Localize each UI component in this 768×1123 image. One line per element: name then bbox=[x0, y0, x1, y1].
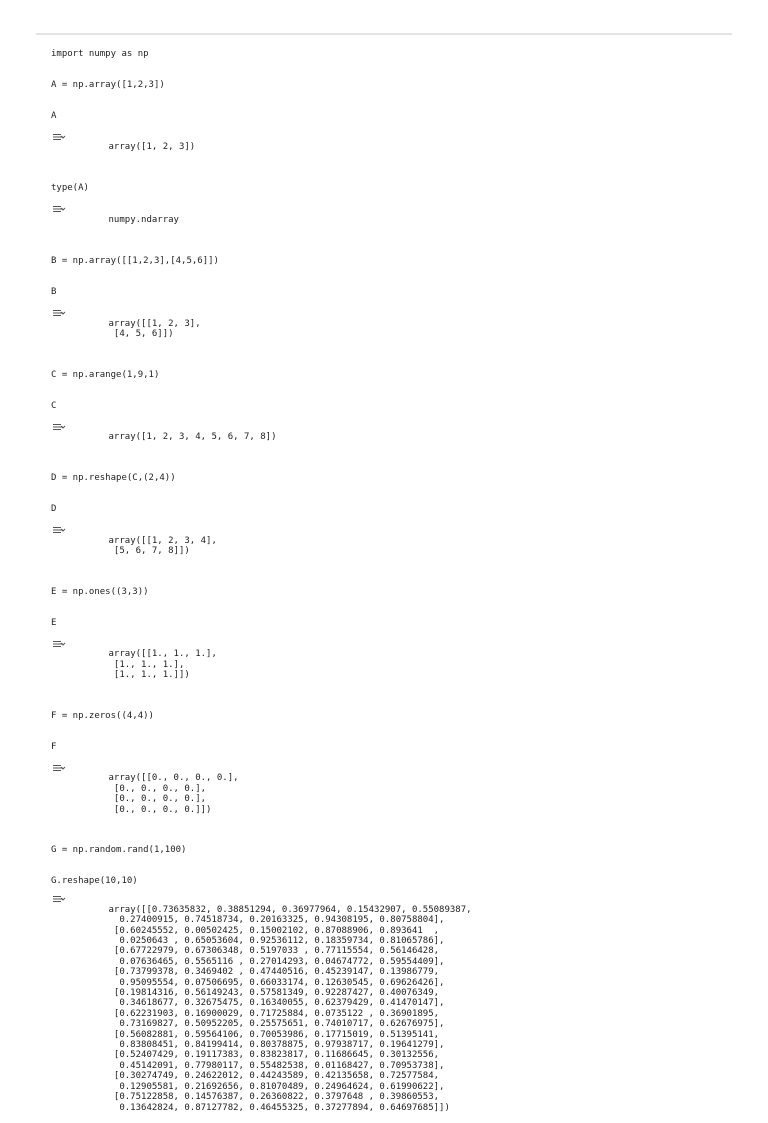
cell-output bbox=[76, 763, 768, 825]
output-collapse-icon[interactable] bbox=[52, 422, 66, 432]
code-cell bbox=[0, 183, 768, 235]
cell-output bbox=[76, 894, 768, 1123]
code-input[interactable]: F = np.zeros((4,4)) bbox=[51, 710, 154, 721]
code-input[interactable]: D bbox=[51, 504, 57, 515]
output-text: array([1, 2, 3, 4, 5, 6, 7, 8]) bbox=[108, 432, 277, 443]
output-collapse-icon[interactable] bbox=[52, 639, 66, 649]
output-text: array([[1, 2, 3, 4], [5, 6, 7, 8]]) bbox=[108, 535, 217, 557]
code-input[interactable]: F bbox=[51, 741, 57, 752]
output-collapse-icon[interactable] bbox=[52, 894, 66, 904]
code-input[interactable]: G.reshape(10,10) bbox=[51, 876, 138, 887]
output-text: array([[1, 2, 3], [4, 5, 6]]) bbox=[108, 318, 201, 340]
code-cell bbox=[0, 287, 768, 350]
code-cell bbox=[0, 473, 768, 484]
output-text: array([[1., 1., 1.], [1., 1., 1.], [1., 1., 1.]]) bbox=[108, 649, 217, 681]
cell-output bbox=[76, 525, 768, 567]
notebook bbox=[0, 49, 768, 1123]
code-input[interactable]: A bbox=[51, 111, 57, 121]
top-divider bbox=[36, 33, 732, 35]
code-input[interactable]: B = np.array([[1,2,3],[4,5,6]]) bbox=[51, 256, 219, 267]
output-collapse-icon[interactable] bbox=[52, 308, 66, 318]
code-cell bbox=[0, 711, 768, 722]
output-collapse-icon[interactable] bbox=[52, 204, 66, 214]
code-cell bbox=[0, 876, 768, 1123]
cell-output bbox=[76, 308, 768, 350]
code-input[interactable]: B bbox=[51, 287, 57, 298]
code-cell bbox=[0, 49, 768, 60]
code-input[interactable]: type(A) bbox=[51, 183, 89, 194]
code-cell bbox=[0, 845, 768, 856]
cell-output bbox=[76, 639, 768, 691]
code-input[interactable]: E = np.ones((3,3)) bbox=[51, 586, 149, 597]
code-input[interactable]: G = np.random.rand(1,100) bbox=[51, 845, 187, 856]
cell-output bbox=[76, 422, 768, 453]
code-input[interactable]: C = np.arange(1,9,1) bbox=[51, 370, 160, 381]
code-input[interactable]: C bbox=[51, 401, 57, 412]
output-text: array([[0.73635832, 0.38851294, 0.36977964, 0.15432907, 0.55089387, 0.27400915, 0.74518734, 0.20163325, 0.94308195, 0.80758804], [0.60245552, 0.00502425, 0.15002102, 0.87088906, 0.893641 , 0.0250643 , 0.65053604, 0.92536112, 0.18359734, 0.81065786], [0.67722979, 0.67306348, 0.5197033 , 0.77115554, 0.56146428, 0.07636465, 0.5565116 , 0.27014293, 0.04674772, 0.59554409], [0.73799378, 0.3469402 , 0.47440516, 0.45239147, 0.13986779, 0.95095554, 0.07506695, 0.66033174, 0.12630545, 0.69626426], [0.19814316, 0.56149243, 0.57581349, 0.92287427, 0.40076349, 0.34618677, 0.32675475, 0.16340055, 0.62379429, 0.41470147], [0.62231903, 0.16900029, 0.71725884, 0.0735122 , 0.36901895, 0.73169827, 0.50952205, 0.25575651, 0.74010717, 0.62676975], [0.56082881, 0.59564106, 0.70053986, 0.17715019, 0.51395141, 0.83808451, 0.84199414, 0.80378875, 0.97938717, 0.19641279], [0.52407429, 0.19117383, 0.83823817, 0.11686645, 0.30132556, 0.45142091, 0.77980117, 0.55482538, 0.01168427, 0.70953738], [0.30274749, 0.24622012, 0.44243589, 0.42135658, 0.72577584, 0.12905581, 0.21692656, 0.81070489, 0.24964624, 0.61990622], [0.75122858, 0.14576387, 0.26360822, 0.3797648 , 0.39860553, 0.13642824, 0.87127782, 0.46455325, 0.37277894, 0.64697685]]) bbox=[108, 904, 472, 1113]
code-cell bbox=[0, 504, 768, 567]
output-collapse-icon[interactable] bbox=[52, 132, 66, 142]
cell-output bbox=[76, 204, 768, 235]
cell-output bbox=[76, 132, 768, 163]
code-cell bbox=[0, 742, 768, 825]
code-cell bbox=[0, 80, 768, 91]
code-cell bbox=[0, 401, 768, 453]
output-text: array([[0., 0., 0., 0.], [0., 0., 0., 0.], [0., 0., 0., 0.], [0., 0., 0., 0.]]) bbox=[108, 773, 239, 815]
code-cell bbox=[0, 618, 768, 691]
code-cell bbox=[0, 111, 768, 163]
code-input[interactable]: D = np.reshape(C,(2,4)) bbox=[51, 473, 176, 484]
output-collapse-icon[interactable] bbox=[52, 763, 66, 773]
output-text: array([1, 2, 3]) bbox=[108, 142, 196, 153]
code-cell bbox=[0, 370, 768, 381]
code-input[interactable]: A = np.array([1,2,3]) bbox=[51, 80, 165, 90]
code-input[interactable]: import numpy as np bbox=[51, 49, 149, 59]
code-cell bbox=[0, 256, 768, 267]
code-input[interactable]: E bbox=[51, 617, 57, 628]
code-cell bbox=[0, 587, 768, 598]
output-text: numpy.ndarray bbox=[108, 214, 179, 225]
output-collapse-icon[interactable] bbox=[52, 525, 66, 535]
